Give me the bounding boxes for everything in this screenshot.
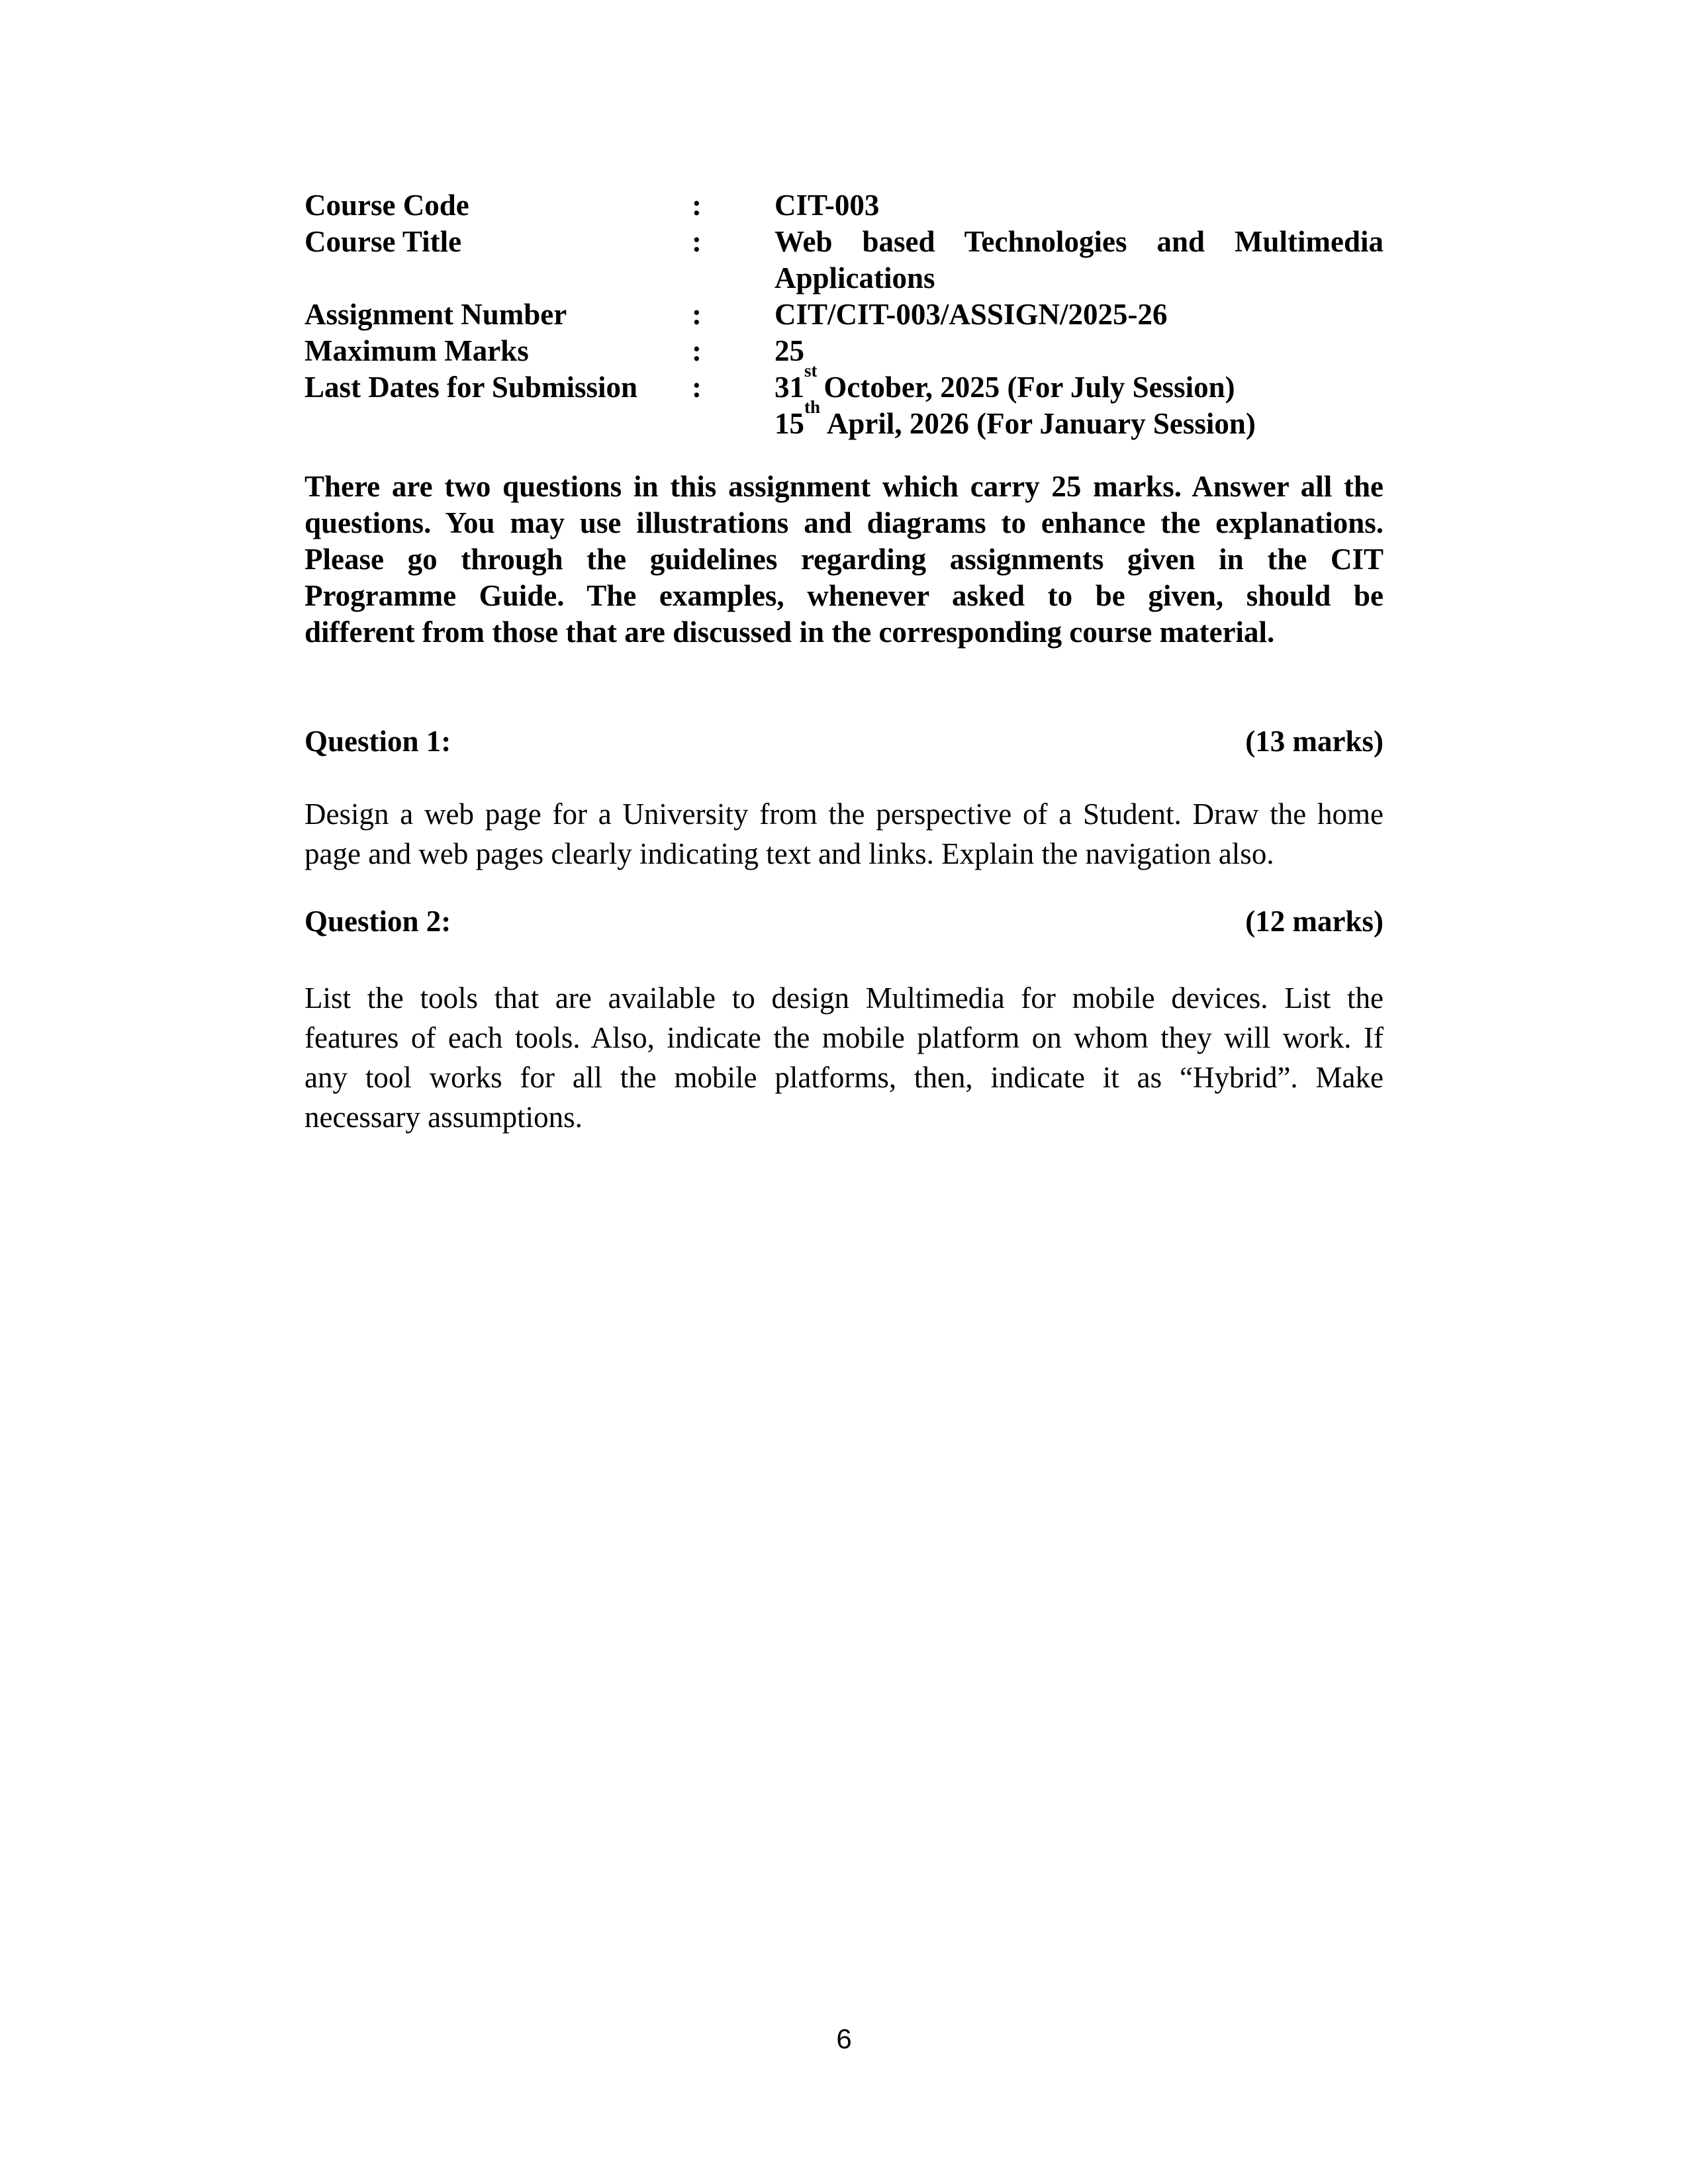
course-title-line-1: Web based Technologies and Multimedia [774, 225, 1383, 258]
separator-colon: : [692, 189, 702, 222]
course-title-value [774, 224, 1383, 296]
page-number: 6 [836, 2023, 852, 2054]
separator-colon: : [692, 298, 702, 331]
question-1-marks: (13 marks) [1245, 725, 1383, 758]
assignment-instructions-paragraph [305, 469, 1383, 651]
january-date-rest: April, 2026 (For January Session) [826, 407, 1256, 440]
assignment-header-block [305, 187, 1383, 442]
course-title-label: Course Title [305, 225, 462, 258]
text-line: different from those that are discussed in the corresponding course material. [305, 615, 1275, 649]
last-dates-label: Last Dates for Submission [305, 371, 637, 404]
text-line: questions. You may use illustrations and diagrams to enhance the explanations. [305, 506, 1383, 539]
header-row-course-code [305, 187, 1383, 224]
separator-colon: : [692, 225, 702, 258]
text-line: Design a web page for a University from the perspective of a Student. Draw the home [305, 797, 1383, 831]
assignment-number-label: Assignment Number [305, 298, 567, 331]
question-1-heading [305, 723, 1383, 760]
text-line: List the tools that are available to design Multimedia for mobile devices. List the [305, 981, 1383, 1015]
question-2-marks: (12 marks) [1245, 905, 1383, 938]
course-code-label: Course Code [305, 189, 469, 222]
course-title-line-2: Applications [774, 261, 935, 295]
text-line: necessary assumptions. [305, 1101, 583, 1134]
question-2-heading [305, 903, 1383, 940]
last-dates-value [774, 361, 1383, 442]
question-1-text [305, 794, 1383, 874]
header-row-course-title [305, 224, 1383, 296]
january-date-ordinal: th [804, 397, 821, 418]
assignment-number-value: CIT/CIT-003/ASSIGN/2025-26 [774, 298, 1168, 331]
question-2-text [305, 978, 1383, 1137]
separator-colon: : [692, 371, 702, 404]
text-line: There are two questions in this assignment which carry 25 marks. Answer all the [305, 470, 1383, 503]
text-line: any tool works for all the mobile platforms, then, indicate it as “Hybrid”. Make [305, 1061, 1383, 1094]
question-2-title: Question 2: [305, 905, 451, 938]
july-date-rest: October, 2025 (For July Session) [823, 371, 1235, 404]
july-session-date [774, 361, 1383, 406]
header-row-assignment-number [305, 296, 1383, 333]
header-row-last-dates [305, 361, 1383, 442]
text-line: page and web pages clearly indicating text and links. Explain the navigation also. [305, 837, 1274, 870]
header-row-maximum-marks [305, 333, 1383, 369]
maximum-marks-label: Maximum Marks [305, 334, 529, 367]
page-content [305, 187, 1383, 1137]
text-line: features of each tools. Also, indicate the mobile platform on whom they will work. If [305, 1021, 1383, 1054]
july-date-ordinal: st [804, 361, 818, 381]
maximum-marks-value: 25 [774, 334, 804, 367]
text-line: Please go through the guidelines regarding assignments given in the CIT [305, 543, 1383, 576]
july-date-day: 31 [774, 371, 804, 404]
january-date-day: 15 [774, 407, 804, 440]
course-code-value: CIT-003 [774, 189, 880, 222]
text-line: Programme Guide. The examples, whenever asked to be given, should be [305, 579, 1383, 612]
question-1-title: Question 1: [305, 725, 451, 758]
january-session-date [774, 397, 1383, 442]
separator-colon: : [692, 334, 702, 367]
